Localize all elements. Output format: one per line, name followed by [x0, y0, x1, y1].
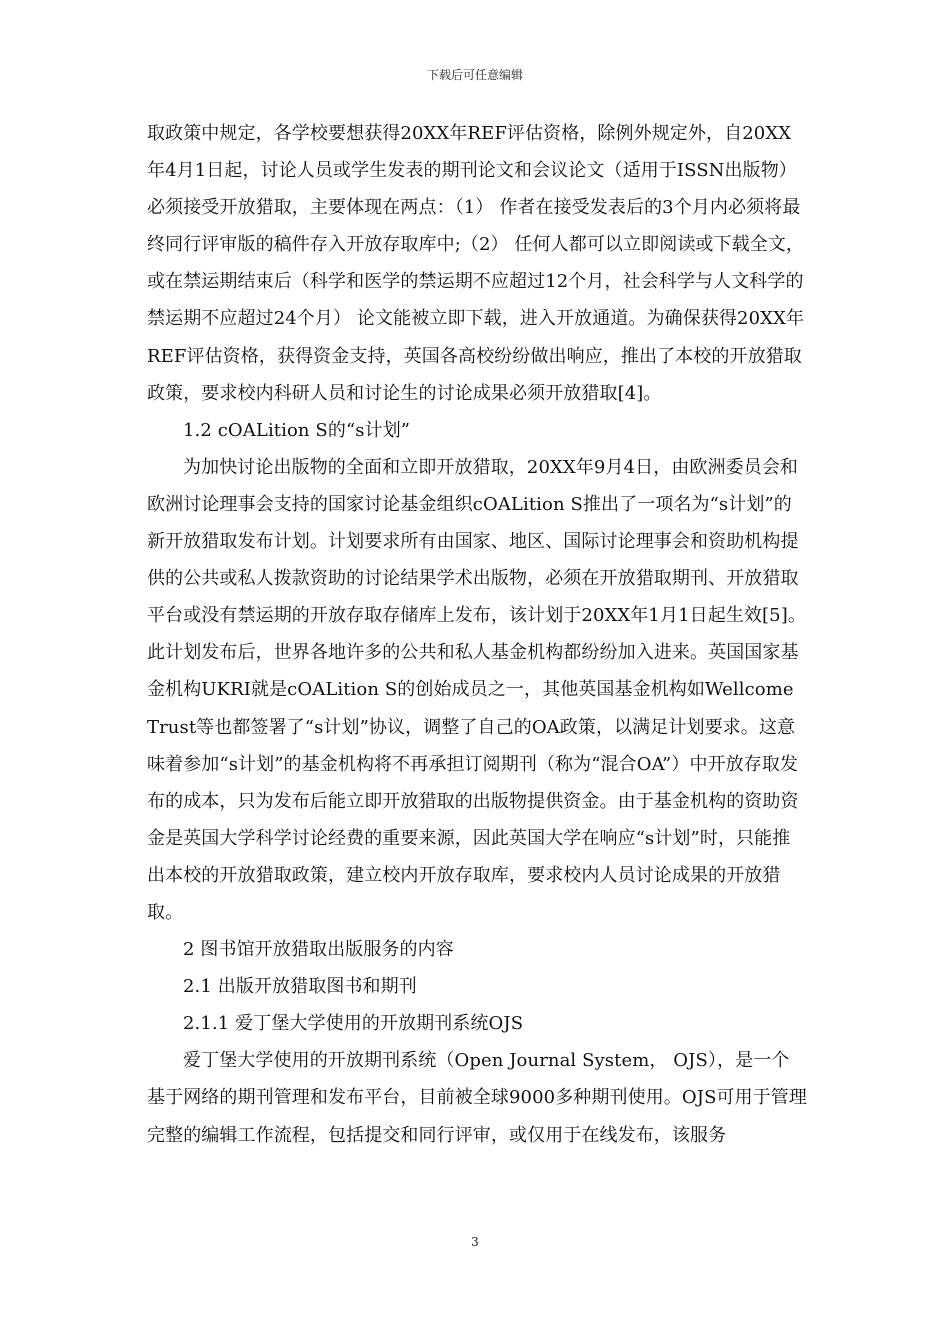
- section-heading-2: 2 图书馆开放猎取出版服务的内容: [183, 939, 454, 961]
- paragraph-oa-policy: 取政策中规定，各学校要想获得20XX年REF评估资格，除例外规定外，自20XX年4月1日起，讨论人员或学生发表的期刊论文和会议论文（适用于ISSN出版物）必须接受开放猎取，主要体现在两点：（1） 作者在接受发表后的3个月内必须将最终同行评审版的稿件存入开放存取库中;（2） 任何人都可以立即阅读或下载全文，或在禁运期结束后（科学和医学的禁运期不应超过12个月，社会科学与人文科学的禁运期不应超过24个月） 论文能被立即下载，进入开放通道。为确保获得20XX年REF评估资格，获得资金支持，英国各高校纷纷做出响应，推出了本校的开放猎取政策，要求校内科研人员和讨论生的讨论成果必须开放猎取[4]。: [147, 123, 805, 404]
- paragraph-ojs: 爱丁堡大学使用的开放期刊系统（Open Journal System， OJS），是一个基于网络的期刊管理和发布平台，目前被全球9000多种期刊使用。OJS可用于管理完整的编辑工作流程，包括提交和同行评审，或仅用于在线发布，该服务: [147, 1050, 808, 1146]
- page-header: 下载后可任意编辑: [426, 68, 523, 82]
- section-heading-2-1: 2.1 出版开放猎取图书和期刊: [183, 976, 417, 998]
- section-heading-1-2: 1.2 cOALition S的“s计划”: [183, 419, 411, 441]
- section-heading-2-1-1: 2.1.1 爱丁堡大学使用的开放期刊系统OJS: [183, 1013, 524, 1035]
- page-number: 3: [471, 1235, 479, 1249]
- body-text: [147, 115, 807, 1154]
- paragraph-plan-s: 为加快讨论出版物的全面和立即开放猎取，20XX年9月4日，由欧洲委员会和欧洲讨论理事会支持的国家讨论基金组织cOALition S推出了一项名为“s计划”的新开放猎取发布计划。计划要求所有由国家、地区、国际讨论理事会和资助机构提供的公共或私人拨款资助的讨论结果学术出版物，必须在开放猎取期刊、开放猎取平台或没有禁运期的开放存取存储库上发布，该计划于20XX年1月1日起生效[5]。此计划发布后，世界各地许多的公共和私人基金机构都纷纷加入进来。英国国家基金机构UKRI就是cOALition S的创始成员之一，其他英国基金机构如Wellcome Trust等也都签署了“s计划”协议，调整了自己的OA政策，以满足计划要求。这意味着参加“s计划”的基金机构将不再承担订阅期刊（称为“混合OA”）中开放存取发布的成本，只为发布后能立即开放猎取的出版物提供资金。由于基金机构的资助资金是英国大学科学讨论经费的重要来源，因此英国大学在响应“s计划”时，只能推出本校的开放猎取政策，建立校内开放存取库，要求校内人员讨论成果的开放猎取。: [147, 456, 806, 923]
